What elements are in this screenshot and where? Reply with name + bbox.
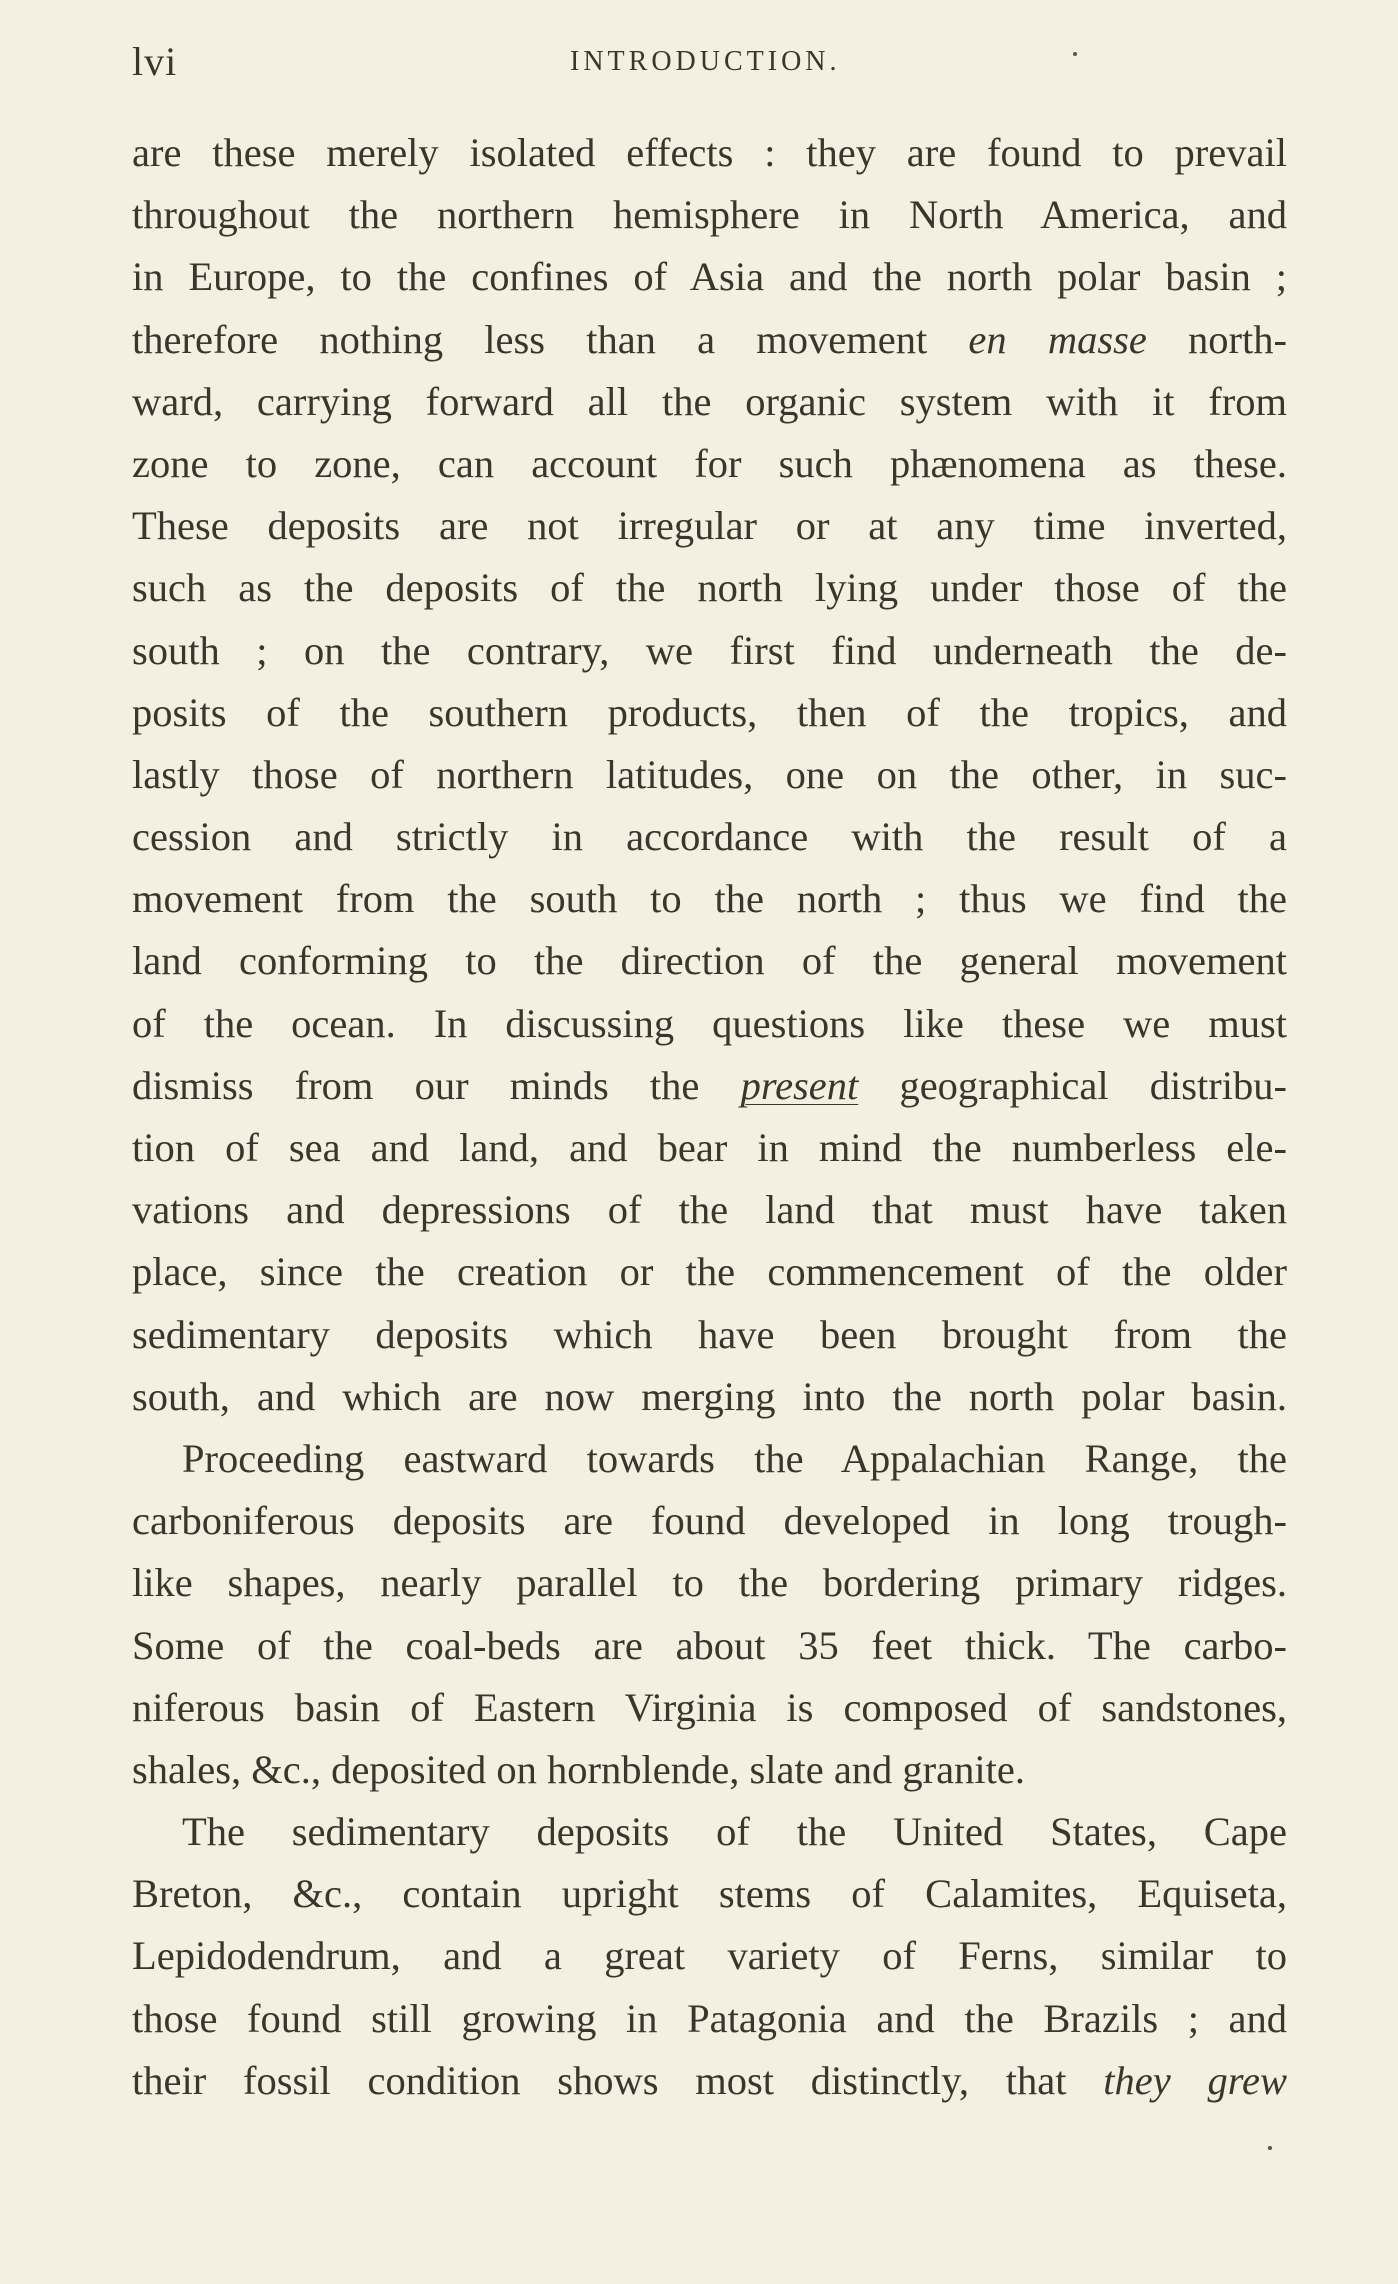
text-line: like shapes, nearly parallel to the bordering primary ridges. [132, 1560, 1287, 1606]
text-line: throughout the northern hemisphere in North America, and [132, 192, 1287, 238]
text-line: in Europe, to the confines of Asia and the north polar basin ; [132, 254, 1287, 300]
text-line: lastly those of northern latitudes, one on the other, in suc- [132, 751, 1287, 797]
text-line: of the ocean. In discussing questions like these we must [132, 1000, 1287, 1046]
text-line: movement from the south to the north ; thus we find the [132, 876, 1287, 922]
text-line: Lepidodendrum, and a great variety of Ferns, similar to [132, 1933, 1287, 1979]
text-line: vations and depressions of the land that must have taken [132, 1187, 1287, 1233]
text-line: These deposits are not irregular or at any time inverted, [132, 503, 1287, 549]
text-line: cession and strictly in accordance with the result of a [132, 814, 1287, 860]
text-line: tion of sea and land, and bear in mind the numberless ele- [132, 1125, 1287, 1170]
text-line: such as the deposits of the north lying under those of the [132, 565, 1287, 611]
ink-speck [1268, 2146, 1272, 2150]
text-line: zone to zone, can account for such phænomena as these. [132, 440, 1287, 486]
text-line: sedimentary deposits which have been brought from the [132, 1311, 1287, 1357]
text-line: carboniferous deposits are found developed in long trough- [132, 1498, 1287, 1544]
text-line: The sedimentary deposits of the United States, Cape [182, 1809, 1287, 1855]
running-head [132, 38, 1282, 88]
text-line: land conforming to the direction of the general movement [132, 938, 1287, 984]
text-line: those found still growing in Patagonia and the Brazils ; and [132, 1995, 1287, 2041]
text-line: Some of the coal-beds are about 35 feet thick. The carbo- [132, 1622, 1287, 1668]
text-line: south, and which are now merging into the north polar basin. [132, 1373, 1287, 1419]
italic-phrase: en masse [968, 316, 1147, 362]
text-line: south ; on the contrary, we first find underneath the de- [132, 627, 1287, 673]
text-line: their fossil condition shows most distinctly, that they grew [132, 2057, 1287, 2103]
text-line: place, since the creation or the commencement of the older [132, 1249, 1287, 1295]
text-line: shales, &c., deposited on hornblende, slate and granite. [132, 1746, 1025, 1792]
running-title: INTRODUCTION. [570, 46, 841, 77]
text-line: therefore nothing less than a movement en masse north- [132, 316, 1287, 362]
text-line: ward, carrying forward all the organic system with it from [132, 378, 1287, 424]
text-line: are these merely isolated effects : they are found to prevail [132, 130, 1287, 175]
italic-phrase: they grew [1103, 2057, 1287, 2103]
body-text [132, 122, 1287, 2112]
page-number: lvi [132, 39, 178, 84]
italic-phrase: present [740, 1062, 859, 1108]
text-line: dismiss from our minds the present geographical distribu- [132, 1062, 1288, 1108]
text-line: Proceeding eastward towards the Appalachian Range, the [182, 1435, 1287, 1481]
text-line: posits of the southern products, then of the tropics, and [132, 689, 1287, 735]
text-line: niferous basin of Eastern Virginia is composed of sandstones, [132, 1684, 1287, 1730]
ink-speck [1073, 52, 1077, 56]
text-line: Breton, &c., contain upright stems of Calamites, Equiseta, [132, 1871, 1287, 1917]
